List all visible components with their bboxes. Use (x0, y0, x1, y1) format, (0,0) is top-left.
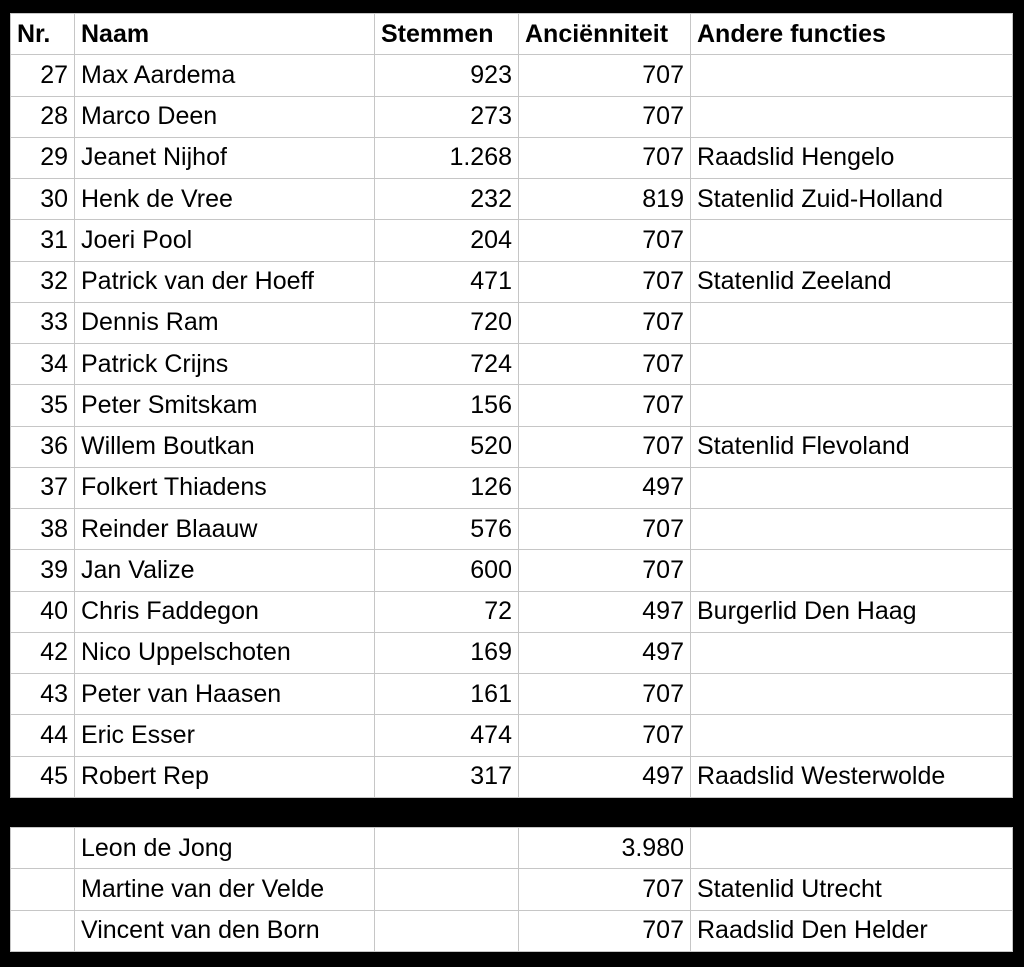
candidates-table (10, 13, 1013, 798)
cell-naam: Nico Uppelschoten (75, 632, 375, 673)
table-row (11, 591, 1013, 632)
table-separator (0, 802, 1024, 814)
cell-andere-functies (691, 220, 1013, 261)
table-row (11, 509, 1013, 550)
table-row (11, 179, 1013, 220)
cell-naam: Leon de Jong (75, 828, 375, 869)
cell-stemmen: 600 (375, 550, 519, 591)
cell-stemmen: 273 (375, 96, 519, 137)
cell-nr: 34 (11, 344, 75, 385)
cell-stemmen: 520 (375, 426, 519, 467)
table-row (11, 715, 1013, 756)
cell-ancienniteit: 707 (519, 344, 691, 385)
cell-naam: Reinder Blaauw (75, 509, 375, 550)
cell-stemmen (375, 828, 519, 869)
cell-stemmen (375, 869, 519, 910)
cell-ancienniteit: 707 (519, 220, 691, 261)
cell-ancienniteit: 707 (519, 261, 691, 302)
header-naam: Naam (75, 14, 375, 55)
cell-stemmen: 1.268 (375, 137, 519, 178)
cell-ancienniteit: 707 (519, 137, 691, 178)
cell-andere-functies: Burgerlid Den Haag (691, 591, 1013, 632)
cell-ancienniteit: 497 (519, 591, 691, 632)
cell-nr: 29 (11, 137, 75, 178)
table-row (11, 426, 1013, 467)
table-row (11, 302, 1013, 343)
header-andere-functies: Andere functies (691, 14, 1013, 55)
cell-nr: 37 (11, 467, 75, 508)
cell-andere-functies (691, 385, 1013, 426)
cell-nr: 43 (11, 674, 75, 715)
cell-naam: Joeri Pool (75, 220, 375, 261)
cell-andere-functies: Statenlid Zeeland (691, 261, 1013, 302)
cell-stemmen: 232 (375, 179, 519, 220)
cell-nr: 28 (11, 96, 75, 137)
cell-stemmen: 161 (375, 674, 519, 715)
cell-nr: 38 (11, 509, 75, 550)
header-stemmen: Stemmen (375, 14, 519, 55)
cell-nr: 44 (11, 715, 75, 756)
cell-naam: Marco Deen (75, 96, 375, 137)
cell-stemmen: 169 (375, 632, 519, 673)
cell-naam: Robert Rep (75, 756, 375, 797)
cell-stemmen: 724 (375, 344, 519, 385)
cell-nr: 40 (11, 591, 75, 632)
cell-nr (11, 910, 75, 951)
cell-nr (11, 869, 75, 910)
cell-stemmen: 474 (375, 715, 519, 756)
table-row (11, 910, 1013, 951)
cell-andere-functies (691, 674, 1013, 715)
cell-andere-functies: Raadslid Westerwolde (691, 756, 1013, 797)
cell-naam: Jeanet Nijhof (75, 137, 375, 178)
table-row (11, 756, 1013, 797)
candidates-table-extra (10, 827, 1012, 952)
cell-stemmen: 923 (375, 55, 519, 96)
cell-andere-functies (691, 96, 1013, 137)
cell-ancienniteit: 707 (519, 302, 691, 343)
cell-ancienniteit: 707 (519, 715, 691, 756)
cell-ancienniteit: 497 (519, 467, 691, 508)
cell-naam: Folkert Thiadens (75, 467, 375, 508)
cell-nr: 36 (11, 426, 75, 467)
cell-ancienniteit: 707 (519, 869, 691, 910)
header-row (11, 14, 1013, 55)
cell-naam: Henk de Vree (75, 179, 375, 220)
table-row (11, 220, 1013, 261)
table-row (11, 96, 1013, 137)
cell-naam: Willem Boutkan (75, 426, 375, 467)
cell-ancienniteit: 707 (519, 674, 691, 715)
cell-andere-functies: Statenlid Flevoland (691, 426, 1013, 467)
cell-andere-functies: Statenlid Utrecht (691, 869, 1013, 910)
cell-andere-functies (691, 344, 1013, 385)
cell-ancienniteit: 3.980 (519, 828, 691, 869)
cell-andere-functies (691, 550, 1013, 591)
cell-stemmen: 204 (375, 220, 519, 261)
cell-ancienniteit: 819 (519, 179, 691, 220)
cell-andere-functies: Raadslid Hengelo (691, 137, 1013, 178)
cell-stemmen: 156 (375, 385, 519, 426)
cell-nr (11, 828, 75, 869)
cell-nr: 35 (11, 385, 75, 426)
header-ancienniteit: Anciënniteit (519, 14, 691, 55)
table-row (11, 632, 1013, 673)
cell-ancienniteit: 707 (519, 385, 691, 426)
cell-nr: 33 (11, 302, 75, 343)
cell-stemmen (375, 910, 519, 951)
cell-ancienniteit: 497 (519, 756, 691, 797)
cell-stemmen: 576 (375, 509, 519, 550)
cell-stemmen: 471 (375, 261, 519, 302)
cell-ancienniteit: 707 (519, 55, 691, 96)
header-nr: Nr. (11, 14, 75, 55)
cell-ancienniteit: 707 (519, 550, 691, 591)
cell-andere-functies (691, 467, 1013, 508)
cell-naam: Patrick Crijns (75, 344, 375, 385)
table-row (11, 467, 1013, 508)
cell-stemmen: 317 (375, 756, 519, 797)
table-row (11, 550, 1013, 591)
cell-nr: 32 (11, 261, 75, 302)
cell-nr: 31 (11, 220, 75, 261)
table-row (11, 344, 1013, 385)
cell-naam: Jan Valize (75, 550, 375, 591)
cell-naam: Vincent van den Born (75, 910, 375, 951)
table-row (11, 385, 1013, 426)
cell-andere-functies (691, 55, 1013, 96)
table-row (11, 55, 1013, 96)
cell-stemmen: 72 (375, 591, 519, 632)
cell-nr: 39 (11, 550, 75, 591)
cell-naam: Chris Faddegon (75, 591, 375, 632)
cell-naam: Eric Esser (75, 715, 375, 756)
cell-nr: 27 (11, 55, 75, 96)
candidates-table-main (10, 13, 1012, 798)
cell-naam: Peter van Haasen (75, 674, 375, 715)
cell-naam: Martine van der Velde (75, 869, 375, 910)
cell-nr: 30 (11, 179, 75, 220)
extra-candidates-table (10, 827, 1013, 952)
cell-stemmen: 126 (375, 467, 519, 508)
cell-naam: Dennis Ram (75, 302, 375, 343)
cell-andere-functies (691, 509, 1013, 550)
cell-stemmen: 720 (375, 302, 519, 343)
table-row (11, 674, 1013, 715)
cell-andere-functies (691, 302, 1013, 343)
cell-ancienniteit: 707 (519, 910, 691, 951)
cell-andere-functies: Statenlid Zuid-Holland (691, 179, 1013, 220)
table-row (11, 828, 1013, 869)
cell-ancienniteit: 497 (519, 632, 691, 673)
cell-naam: Patrick van der Hoeff (75, 261, 375, 302)
cell-ancienniteit: 707 (519, 96, 691, 137)
cell-nr: 42 (11, 632, 75, 673)
table-row (11, 137, 1013, 178)
cell-andere-functies (691, 632, 1013, 673)
cell-ancienniteit: 707 (519, 509, 691, 550)
table-row (11, 261, 1013, 302)
cell-andere-functies: Raadslid Den Helder (691, 910, 1013, 951)
cell-ancienniteit: 707 (519, 426, 691, 467)
cell-andere-functies (691, 828, 1013, 869)
cell-naam: Max Aardema (75, 55, 375, 96)
cell-naam: Peter Smitskam (75, 385, 375, 426)
table-row (11, 869, 1013, 910)
cell-nr: 45 (11, 756, 75, 797)
cell-andere-functies (691, 715, 1013, 756)
